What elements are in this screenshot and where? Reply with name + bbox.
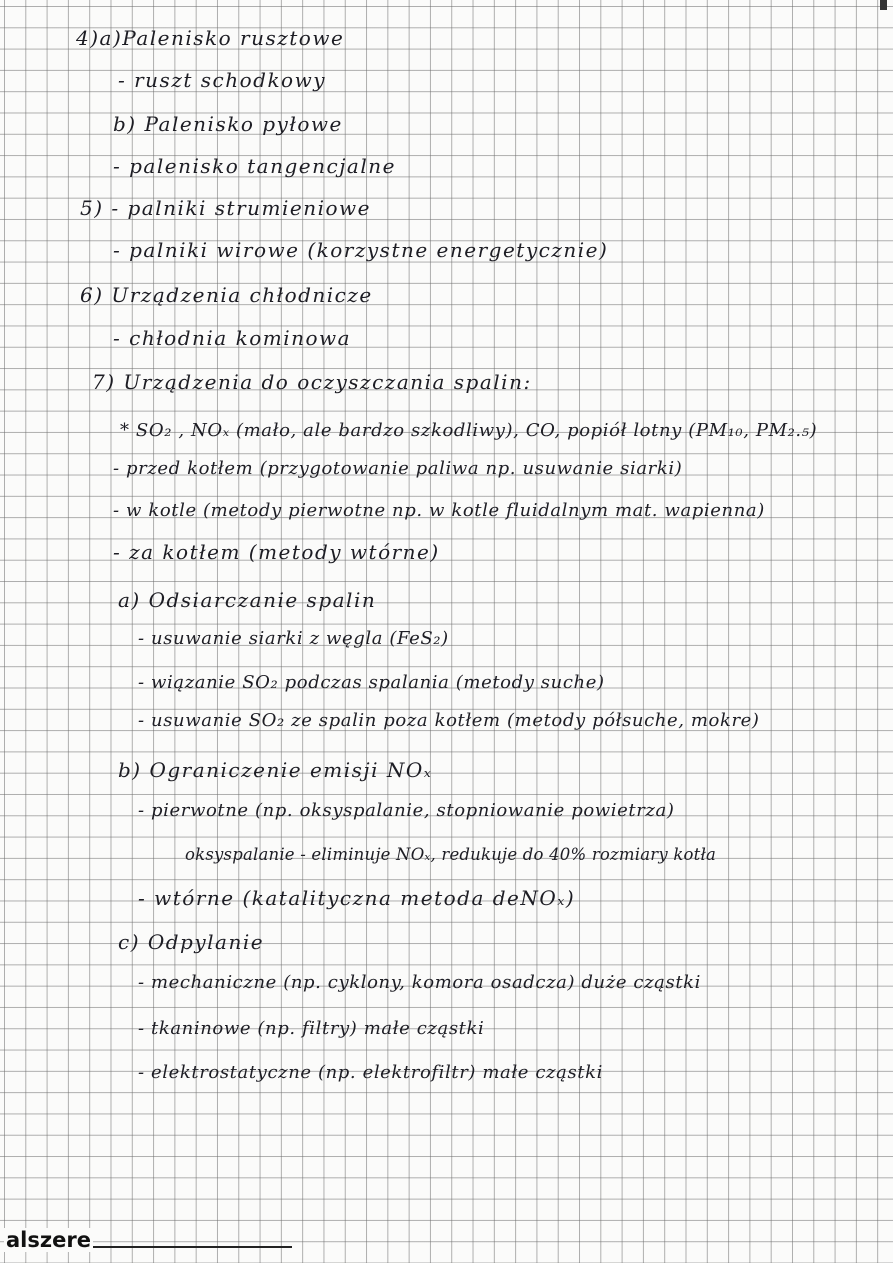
note-line-wiazanie-so2: - wiązanie SO₂ podczas spalania (metody suche) [138,672,605,693]
watermark-logo: alszere [6,1228,91,1252]
note-line-ruszt: - ruszt schodkowy [118,68,327,92]
note-line-oksyspalanie: oksyspalanie - eliminuje NOₓ, redukuje do 40% rozmiary kotła [185,845,717,864]
note-line-tkaninowe: - tkaninowe (np. filtry) małe cząstki [138,1018,485,1039]
note-line-palniki-wirowe: - palniki wirowe (korzystne energetycznie) [113,238,609,262]
note-line-7-heading: 7) Urządzenia do oczyszczania spalin: [92,370,532,394]
note-line-6-heading: 6) Urządzenia chłodnicze [80,283,373,307]
note-line-przed-kotlem: - przed kotłem (przygotowanie paliwa np. usuwanie siarki) [113,458,683,479]
note-line-4a-heading: 4)a)Palenisko rusztowe [76,26,345,50]
note-line-tangencjalne: - palenisko tangencjalne [113,154,396,178]
note-line-pollutants: * SO₂ , NOₓ (mało, ale bardzo szkodliwy), CO, popiół lotny (PM₁₀, PM₂.₅) [120,420,818,441]
note-line-usuwanie-siarki: - usuwanie siarki z węgla (FeS₂) [138,628,449,649]
note-line-wtorne: - wtórne (katalityczna metoda deNOₓ) [138,886,576,910]
note-line-elektrostatyczne: - elektrostatyczne (np. elektrofiltr) małe cząstki [138,1062,604,1083]
note-line-za-kotlem: - za kotłem (metody wtórne) [113,540,440,564]
note-line-5-heading: 5) - palniki strumieniowe [80,196,371,220]
note-line-w-kotle: - w kotle (metody pierwotne np. w kotle fluidalnym mat. wapienna) [113,500,765,521]
watermark-underline [92,1246,292,1248]
note-line-pierwotne: - pierwotne (np. oksyspalanie, stopniowanie powietrza) [138,800,675,821]
note-line-7c-heading: c) Odpylanie [118,930,265,954]
note-line-chlodnia: - chłodnia kominowa [113,326,352,350]
note-line-4b-heading: b) Palenisko pyłowe [113,112,343,136]
note-line-7a-heading: a) Odsiarczanie spalin [118,588,377,612]
note-line-mechaniczne: - mechaniczne (np. cyklony, komora osadcza) duże cząstki [138,972,702,993]
note-line-usuwanie-so2: - usuwanie SO₂ ze spalin poza kotłem (metody półsuche, mokre) [138,710,760,731]
note-line-7b-heading: b) Ograniczenie emisji NOₓ [118,758,433,782]
corner-mark [880,0,887,10]
